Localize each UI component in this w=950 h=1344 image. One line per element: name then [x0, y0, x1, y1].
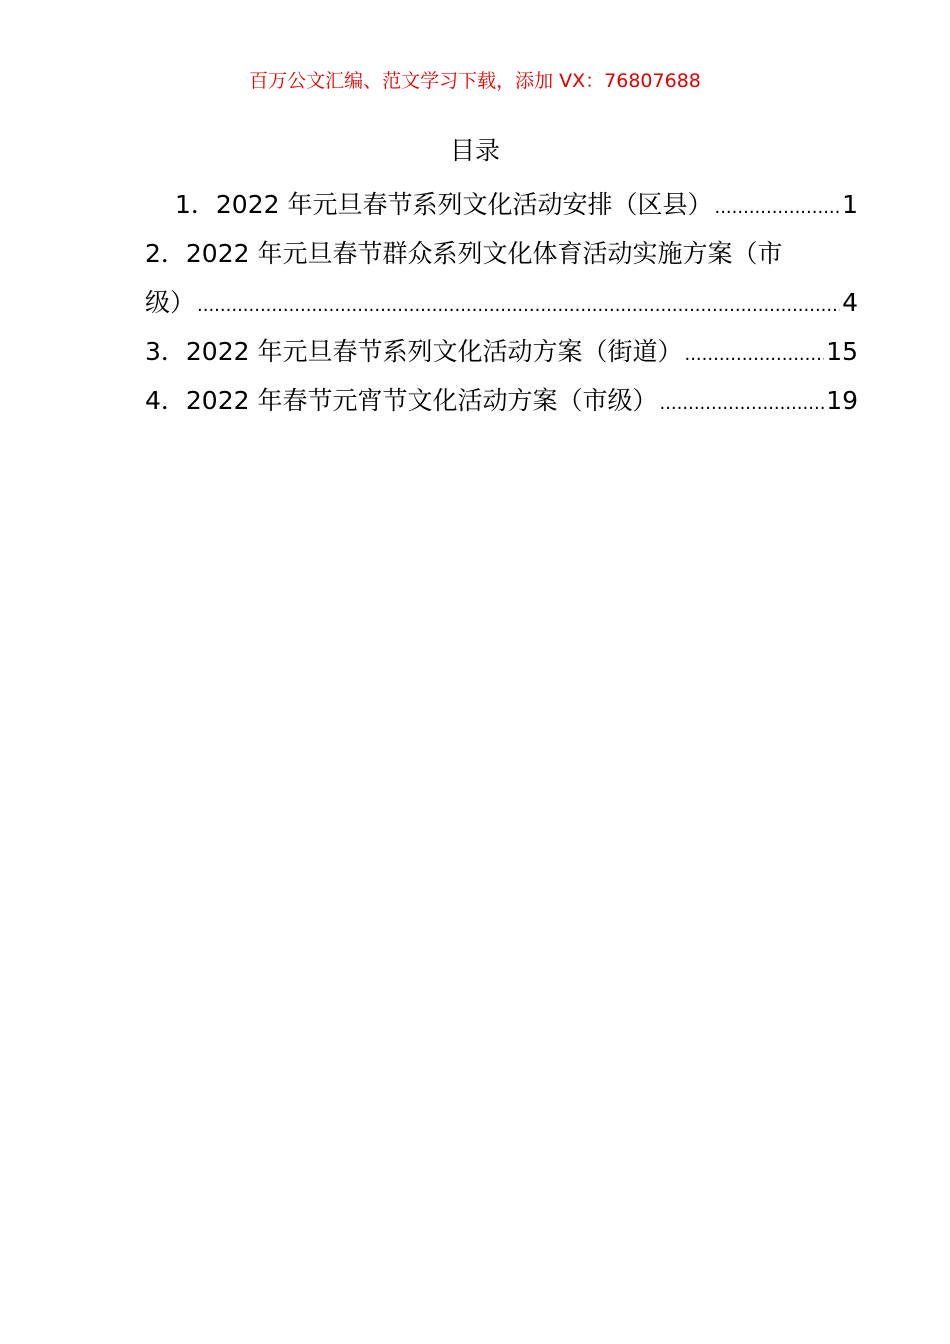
toc-entry-2-continued[interactable] — [145, 278, 858, 327]
toc-entry-1[interactable] — [145, 180, 858, 229]
table-of-contents — [145, 180, 858, 425]
toc-entry-title-continued: 级） — [145, 288, 196, 317]
toc-page-number: 1 — [842, 190, 858, 219]
toc-entry-title: 4．2022 年春节元宵节文化活动方案（市级） — [145, 386, 658, 415]
toc-page-number: 4 — [842, 288, 858, 317]
toc-dot-leader — [197, 281, 840, 330]
toc-entry-2[interactable] — [145, 229, 858, 278]
toc-page-number: 15 — [826, 337, 858, 366]
toc-entry-3[interactable] — [145, 327, 858, 376]
header-watermark-note: 百万公文汇编、范文学习下载，添加 VX：76807688 — [249, 70, 701, 92]
toc-title: 目录 — [449, 136, 500, 165]
toc-entry-title: 1．2022 年元旦春节系列文化活动安排（区县） — [175, 190, 713, 219]
toc-page-number: 19 — [826, 386, 858, 415]
toc-entry-title: 3．2022 年元旦春节系列文化活动方案（街道） — [145, 337, 683, 366]
toc-dot-leader — [714, 183, 840, 232]
toc-entry-title: 2．2022 年元旦春节群众系列文化体育活动实施方案（市 — [145, 239, 783, 268]
toc-entry-4[interactable] — [145, 376, 858, 425]
toc-dot-leader — [659, 379, 824, 428]
toc-dot-leader — [684, 330, 824, 379]
